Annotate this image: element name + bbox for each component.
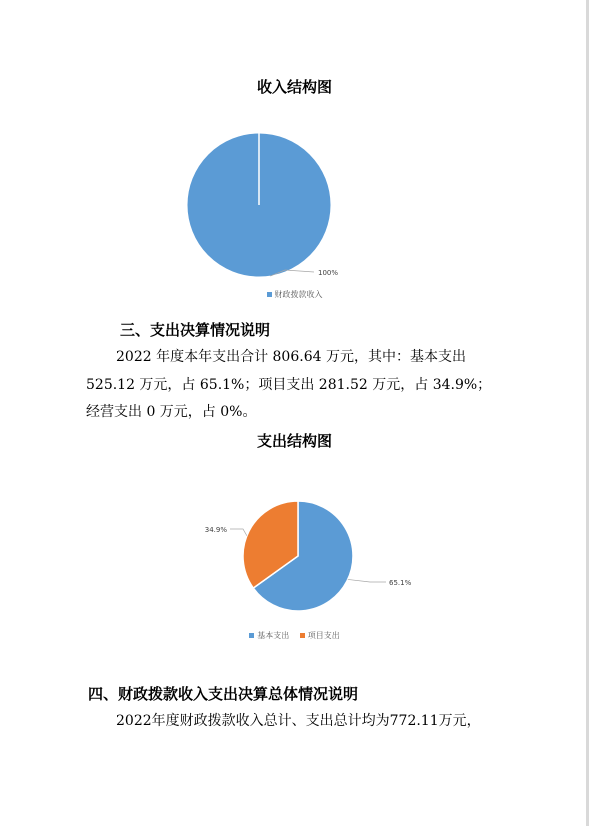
section3-heading: 三、支出决算情况说明 <box>120 321 271 339</box>
section4-paragraph <box>86 708 516 736</box>
data-label: 65.1% <box>389 579 412 587</box>
legend-swatch <box>249 633 254 638</box>
paragraph-line: 525.12 万元，占 65.1%；项目支出 281.52 万元，占 34.9%； <box>86 376 492 393</box>
legend-item <box>300 630 340 641</box>
legend-swatch <box>300 633 305 638</box>
data-label: 34.9% <box>204 526 227 534</box>
section3-paragraph <box>86 344 516 427</box>
paragraph-line: 2022 年度本年支出合计 806.64 万元，其中：基本支出 <box>116 349 466 365</box>
expenditure-chart-title: 支出结构图 <box>256 432 332 450</box>
legend-label: 项目支出 <box>307 631 340 640</box>
legend-item <box>267 289 323 300</box>
paragraph-line: 2022年度财政拨款收入总计、支出总计均为772.11万元， <box>116 713 481 729</box>
legend-label: 基本支出 <box>257 631 290 640</box>
section4-heading: 四、财政拨款收入支出决算总体情况说明 <box>88 685 359 703</box>
expenditure-legend <box>0 630 589 641</box>
income-chart-title: 收入结构图 <box>256 78 332 96</box>
legend-swatch <box>267 292 272 297</box>
leader-line <box>348 579 386 582</box>
leader-line <box>230 529 247 536</box>
income-legend <box>0 289 589 300</box>
legend-item <box>249 630 289 641</box>
paragraph-line: 经营支出 0 万元，占 0%。 <box>86 404 257 420</box>
legend-label: 财政拨款收入 <box>274 290 323 299</box>
data-label: 100% <box>318 269 339 277</box>
expenditure-pie-chart <box>0 482 589 632</box>
